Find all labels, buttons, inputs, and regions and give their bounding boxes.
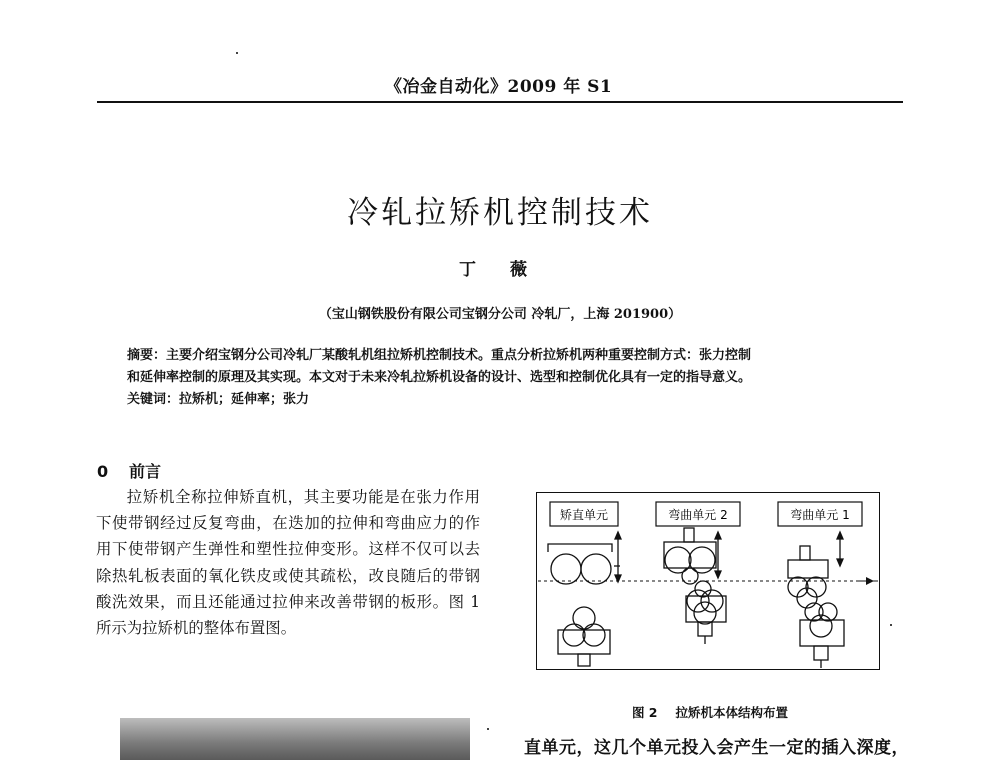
unit-label-straightening: 矫直单元 xyxy=(559,508,609,522)
abstract-line: 和延伸率控制的原理及其实现。本文对于未来冷轧拉矫机设备的设计、选型和控制优化具有一定的指导意义。 xyxy=(127,370,752,385)
scan-speck xyxy=(890,624,892,626)
intro-paragraph: 拉矫机全称拉伸矫直机，其主要功能是在张力作用下使带钢经过反复弯曲，在迭加的拉伸和弯曲应力的作用下使带钢产生弹性和塑性拉伸变形。这样不仅可以去除热轧板表面的氧化铁皮或使其疏松，改良随后的带钢酸洗效果，而且还能通过拉伸来改善带钢的板形。图 1 所示为拉矫机的整体布置图。 xyxy=(96,488,480,638)
figure-diagram xyxy=(536,492,880,670)
abstract-block xyxy=(127,345,887,411)
unit-label-bending-2: 弯曲单元 2 xyxy=(668,508,728,522)
unit-label-box-bending-2 xyxy=(656,502,740,526)
article-title: 冷轧拉矫机控制技术 xyxy=(347,195,653,231)
header-rule xyxy=(97,101,903,103)
section-title-text: 前言 xyxy=(129,462,162,481)
straightening-lower-unit xyxy=(558,607,610,666)
bending-unit-2 xyxy=(664,528,726,644)
straightening-unit xyxy=(548,532,621,584)
section-number: 0 xyxy=(97,462,109,481)
unit-label-box-straightening xyxy=(550,502,618,526)
figure-caption-number: 图 2 xyxy=(631,705,658,720)
abstract-line: 摘要：主要介绍宝钢分公司冷轧厂某酸轧机组拉矫机控制技术。重点分析拉矫机两种重要控制方式：张力控制 xyxy=(127,348,752,363)
bending-unit-1 xyxy=(788,532,844,668)
figure-1-photo xyxy=(120,718,470,760)
author-name: 丁 薇 xyxy=(459,260,541,280)
scan-speck xyxy=(236,52,238,54)
running-head: 《冶金自动化》2009 年 S1 xyxy=(385,77,613,97)
keywords-line: 关键词：拉矫机；延伸率；张力 xyxy=(127,392,310,407)
section-heading xyxy=(97,459,161,482)
continuation-text: 直单元，这几个单元投入会产生一定的插入深度， xyxy=(524,738,909,758)
unit-label-bending-1: 弯曲单元 1 xyxy=(790,508,850,522)
unit-label-box-bending-1 xyxy=(778,502,862,526)
author-affiliation: （宝山钢铁股份有限公司宝钢分公司 冷轧厂，上海 201900） xyxy=(318,307,682,322)
figure-caption-text: 拉矫机本体结构布置 xyxy=(675,705,789,720)
scan-speck xyxy=(487,728,489,730)
